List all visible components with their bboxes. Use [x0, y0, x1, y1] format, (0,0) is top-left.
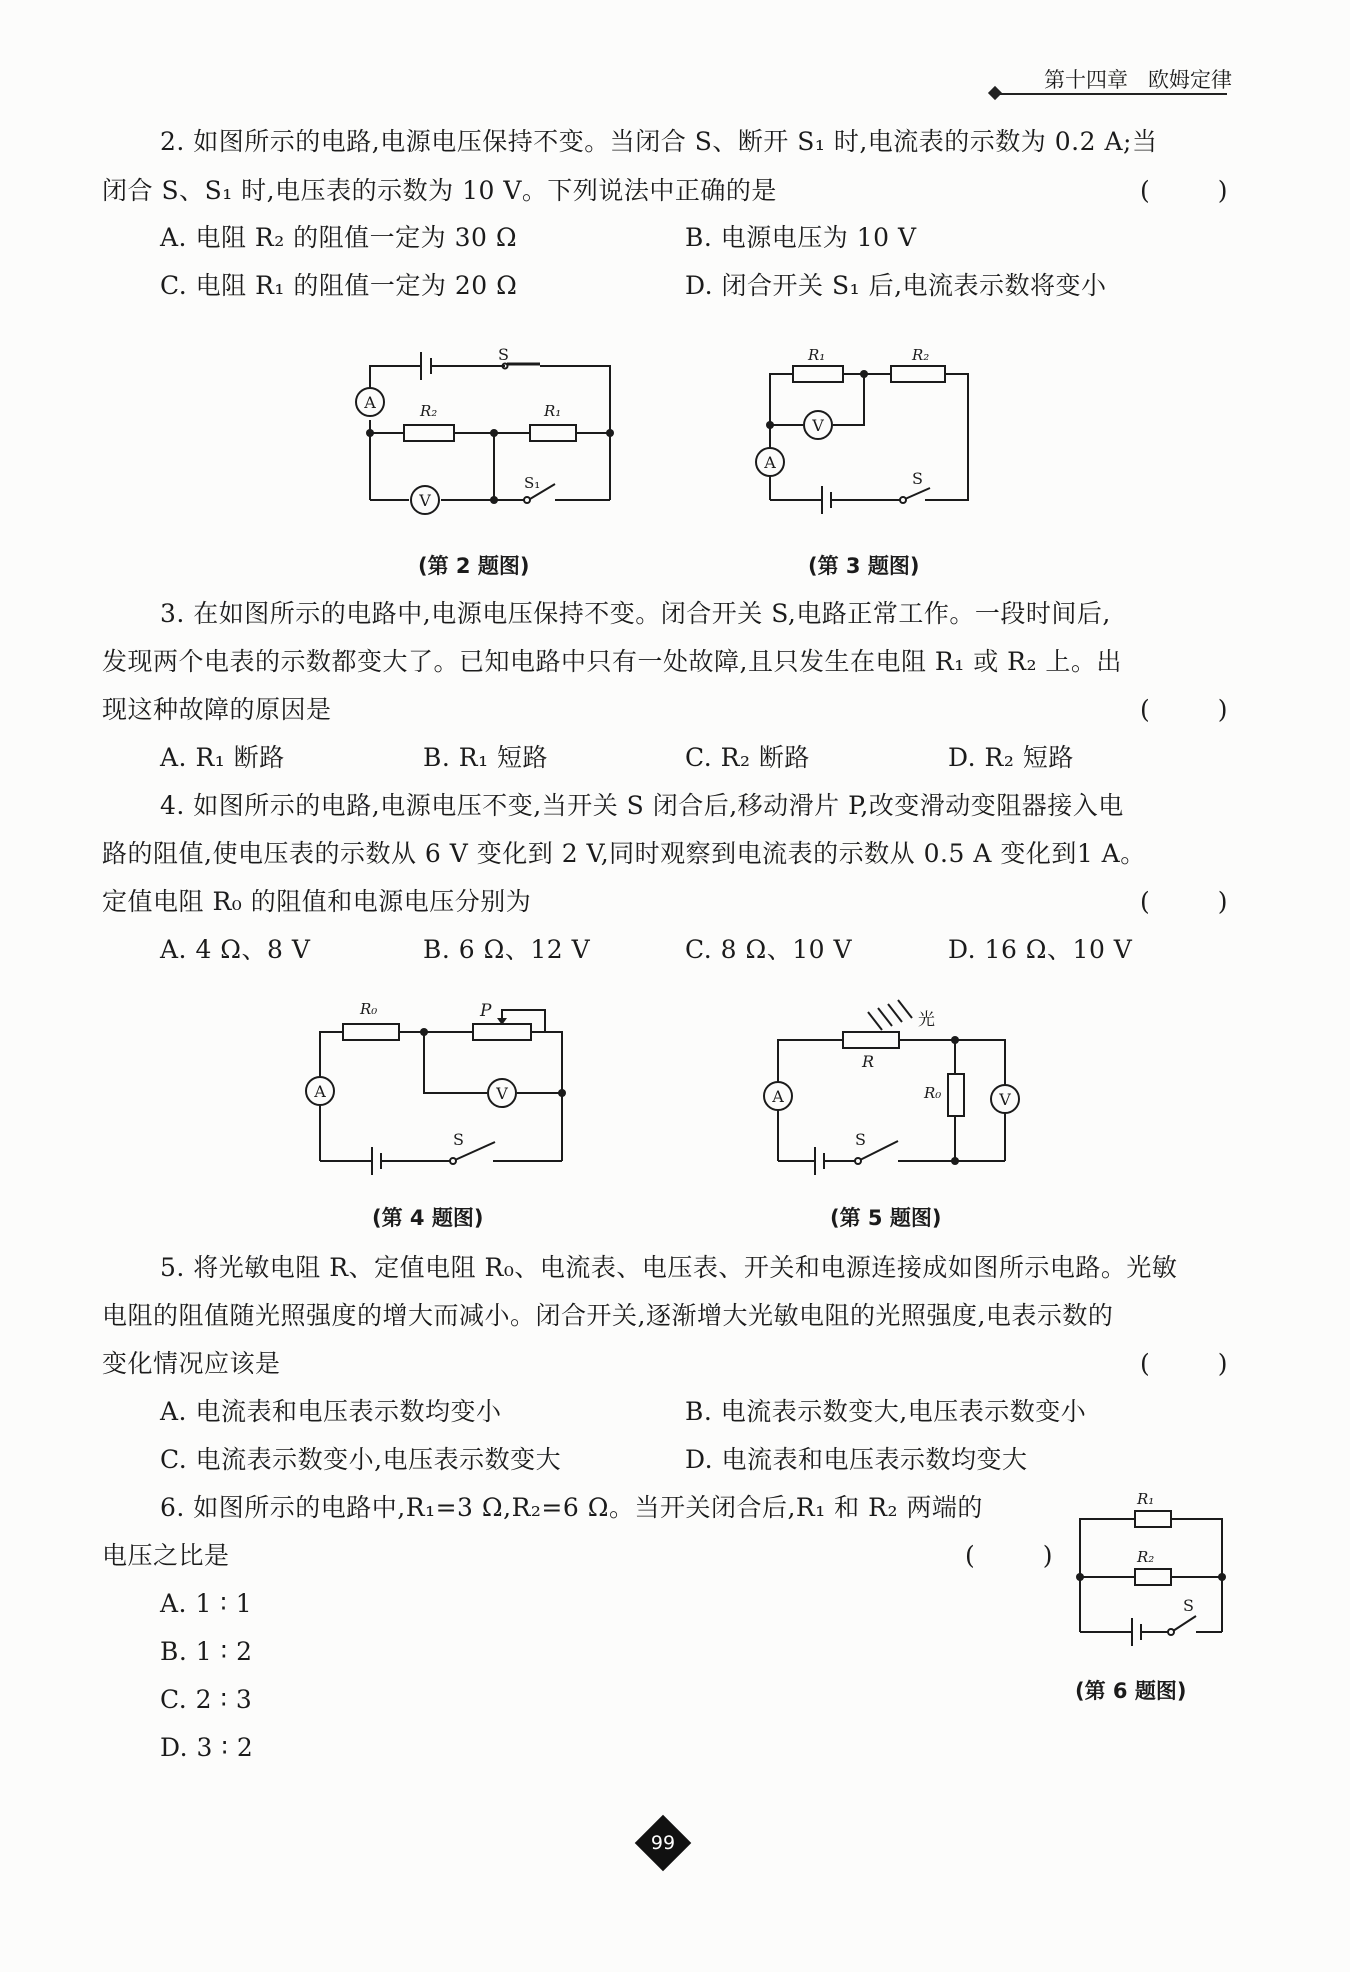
- r2-label: R₂: [912, 346, 930, 364]
- q5-line-3: 变化情况应该是: [102, 1349, 281, 1378]
- r1-label: R₁: [808, 346, 826, 364]
- voltmeter-label: V: [419, 491, 431, 510]
- q2-answer-blank: ( ): [1140, 176, 1258, 205]
- q4-option-a: A. 4 Ω、8 V: [160, 935, 311, 964]
- q6-circuit-diagram: [1070, 1488, 1240, 1648]
- photoresistor-label: R: [862, 1052, 875, 1071]
- q4-option-b: B. 6 Ω、12 V: [423, 935, 591, 964]
- r0-label: R₀: [924, 1084, 942, 1102]
- q4-answer-blank: ( ): [1140, 887, 1258, 916]
- q3-option-a: A. R₁ 断路: [160, 743, 285, 772]
- q2-line-2: 闭合 S、S₁ 时,电压表的示数为 10 V。下列说法中正确的是: [102, 176, 777, 205]
- chapter-title: 欧姆定律: [1148, 68, 1232, 92]
- slider-p-label: P: [480, 1001, 492, 1021]
- fixed-resistor-r0: [948, 1074, 964, 1116]
- q6-option-c: C. 2 ∶ 3: [160, 1685, 253, 1714]
- q6-line-2: 电压之比是: [102, 1541, 230, 1570]
- running-header: [1044, 64, 1232, 94]
- light-ray: [898, 1000, 912, 1018]
- q6-answer-blank: ( ): [965, 1541, 1083, 1570]
- q4-line-3: 定值电阻 R₀ 的阻值和电源电压分别为: [102, 887, 532, 916]
- q6-figure-caption: (第 6 题图): [1075, 1679, 1187, 1703]
- r2-label: R₂: [1137, 1548, 1155, 1566]
- q3-option-d: D. R₂ 短路: [948, 743, 1074, 772]
- r0-label: R₀: [360, 1000, 378, 1018]
- q6-line-1: 6. 如图所示的电路中,R₁=3 Ω,R₂=6 Ω。当开关闭合后,R₁ 和 R₂ 两端的: [160, 1493, 983, 1522]
- q2-option-c: C. 电阻 R₁ 的阻值一定为 20 Ω: [160, 271, 518, 300]
- light-ray: [888, 1004, 902, 1022]
- switch-s-label: S: [912, 469, 923, 488]
- ammeter-label: A: [764, 453, 776, 472]
- q3-line-3: 现这种故障的原因是: [102, 695, 332, 724]
- q2-figure-caption: (第 2 题图): [418, 554, 530, 578]
- ammeter-label: A: [772, 1087, 784, 1106]
- q5-line-1: 5. 将光敏电阻 R、定值电阻 R₀、电流表、电压表、开关和电源连接成如图所示电路。光敏: [160, 1253, 1178, 1282]
- q5-figure-caption: (第 5 题图): [830, 1206, 942, 1230]
- switch-s1-label: S₁: [524, 474, 541, 492]
- q3-answer-blank: ( ): [1140, 695, 1258, 724]
- q5-option-b: B. 电流表示数变大,电压表示数变小: [685, 1397, 1087, 1426]
- q5-line-2: 电阻的阻值随光照强度的增大而减小。闭合开关,逐渐增大光敏电阻的光照强度,电表示数的: [102, 1301, 1114, 1330]
- q3-circuit-diagram: [750, 338, 980, 518]
- q4-line-1: 4. 如图所示的电路,电源电压不变,当开关 S 闭合后,移动滑片 P,改变滑动变阻器接入电: [160, 791, 1124, 820]
- q2-option-b: B. 电源电压为 10 V: [685, 223, 917, 252]
- ammeter-label: A: [364, 393, 376, 412]
- q4-option-c: C. 8 Ω、10 V: [685, 935, 853, 964]
- q4-line-2: 路的阻值,使电压表的示数从 6 V 变化到 2 V,同时观察到电流表的示数从 0.5 A 变化到1 A。: [102, 839, 1146, 868]
- q5-option-a: A. 电流表和电压表示数均变小: [160, 1397, 502, 1426]
- q2-circuit-diagram: [350, 338, 620, 518]
- q3-option-b: B. R₁ 短路: [423, 743, 549, 772]
- voltmeter-label: V: [812, 416, 824, 435]
- switch-s-label: S: [498, 345, 509, 364]
- switch-s-blade: [905, 488, 930, 499]
- q5-option-d: D. 电流表和电压表示数均变大: [685, 1445, 1028, 1474]
- q3-figure-caption: (第 3 题图): [808, 554, 920, 578]
- q6-option-d: D. 3 ∶ 2: [160, 1733, 254, 1762]
- ammeter-label: A: [314, 1082, 326, 1101]
- switch-s-blade: [1173, 1616, 1196, 1631]
- switch-s-label: S: [453, 1130, 464, 1149]
- light-ray: [878, 1008, 892, 1026]
- r1-label: R₁: [544, 402, 562, 420]
- q3-line-1: 3. 在如图所示的电路中,电源电压保持不变。闭合开关 S,电路正常工作。一段时间后,: [160, 599, 1111, 628]
- q3-line-2: 发现两个电表的示数都变大了。已知电路中只有一处故障,且只发生在电阻 R₁ 或 R₂ 上。出: [102, 647, 1122, 676]
- chapter-number: 第十四章: [1043, 68, 1128, 92]
- q4-figure-caption: (第 4 题图): [372, 1206, 484, 1230]
- q3-option-c: C. R₂ 断路: [685, 743, 810, 772]
- q5-answer-blank: ( ): [1140, 1349, 1258, 1378]
- light-label: 光: [918, 1010, 935, 1030]
- r1-label: R₁: [1137, 1490, 1155, 1508]
- q4-option-d: D. 16 Ω、10 V: [948, 935, 1133, 964]
- q5-option-c: C. 电流表示数变小,电压表示数变大: [160, 1445, 562, 1474]
- q4-circuit-diagram: [300, 990, 590, 1180]
- q6-option-a: A. 1 ∶ 1: [160, 1589, 253, 1618]
- photoresistor: [843, 1032, 899, 1048]
- voltmeter-label: V: [496, 1084, 508, 1103]
- page-number-badge: [635, 1815, 691, 1871]
- switch-s-label: S: [1183, 1596, 1194, 1615]
- r2-label: R₂: [420, 402, 438, 420]
- switch-s-label: S: [855, 1130, 866, 1149]
- q2-option-a: A. 电阻 R₂ 的阻值一定为 30 Ω: [160, 223, 518, 252]
- page-number: 99: [650, 1832, 676, 1854]
- q2-line-1: 2. 如图所示的电路,电源电压保持不变。当闭合 S、断开 S₁ 时,电流表的示数为 0.2 A;当: [160, 127, 1158, 156]
- voltmeter-label: V: [999, 1090, 1011, 1109]
- q5-circuit-diagram: [755, 990, 1035, 1180]
- header-rule: [995, 93, 1227, 95]
- q6-option-b: B. 1 ∶ 2: [160, 1637, 253, 1666]
- light-ray: [868, 1012, 882, 1030]
- q2-option-d: D. 闭合开关 S₁ 后,电流表示数将变小: [685, 271, 1107, 300]
